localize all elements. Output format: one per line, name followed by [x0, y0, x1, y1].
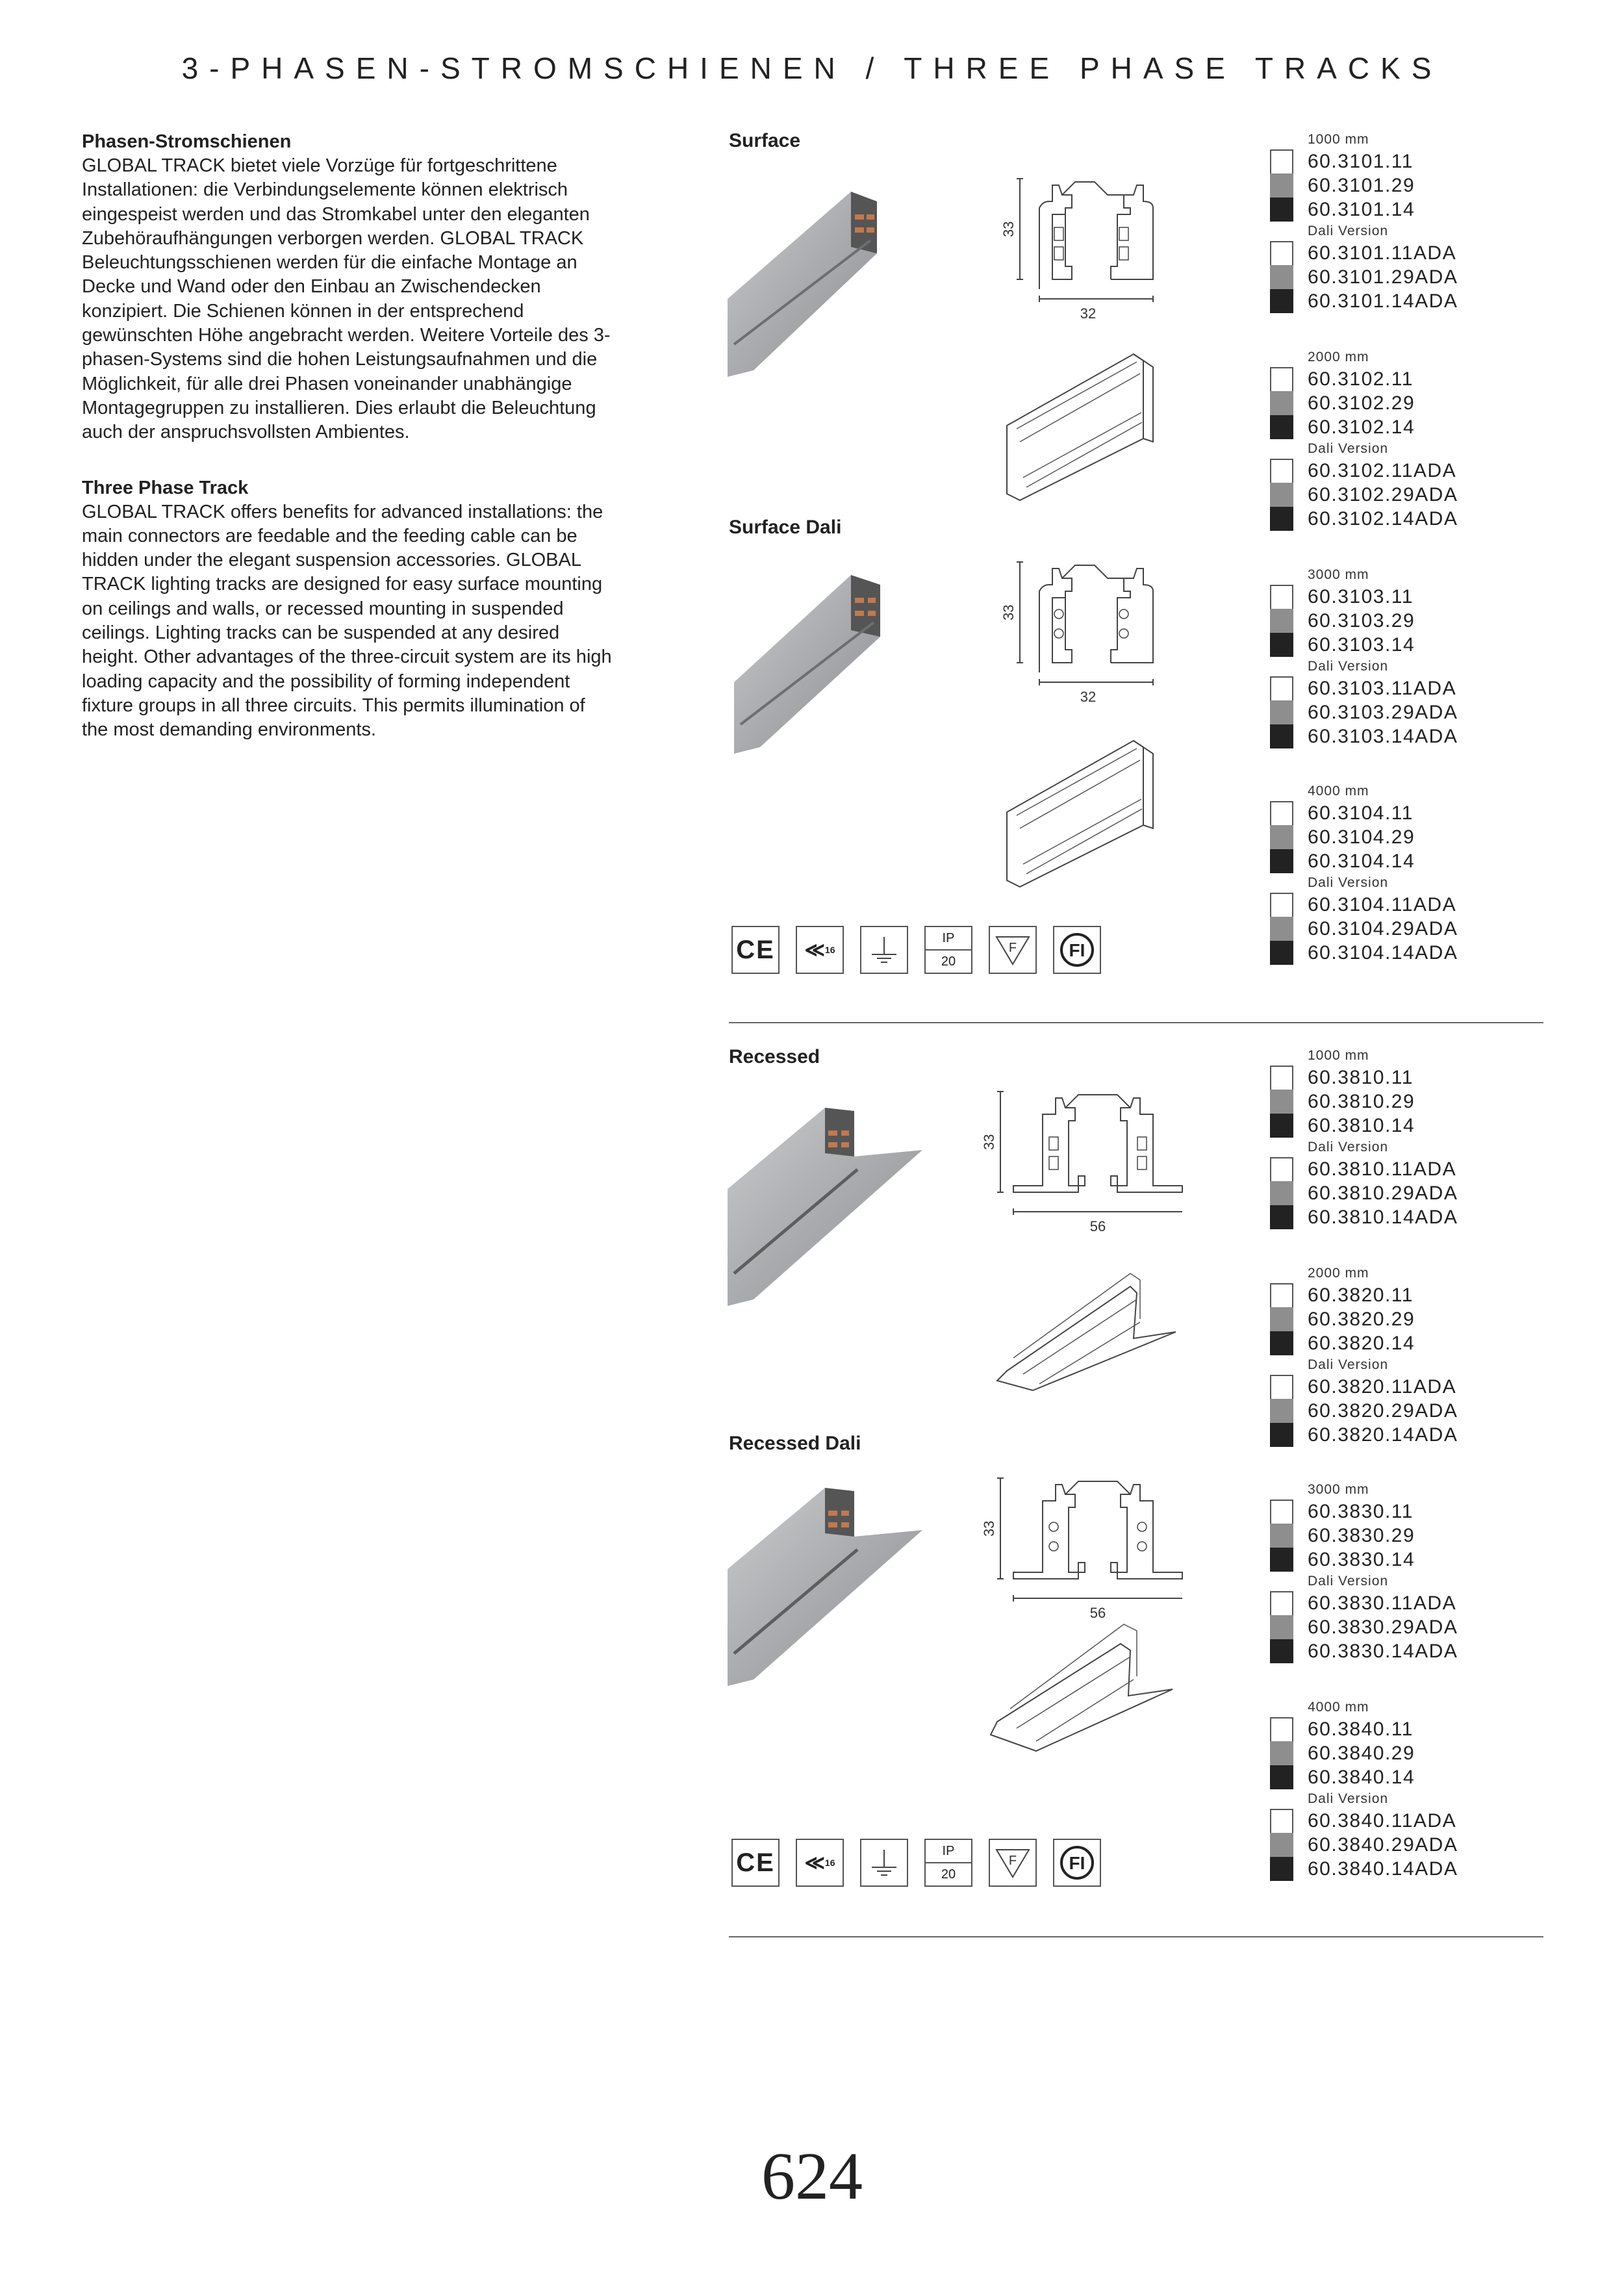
- product-code: 60.3104.11: [1308, 802, 1414, 824]
- length-label: 3000 mm: [1308, 567, 1369, 582]
- product-code-row: [1270, 1114, 1530, 1138]
- ip-rating-icon: [924, 1839, 972, 1887]
- product-code-row: [1270, 1307, 1530, 1331]
- product-code: 60.3104.14ADA: [1308, 941, 1458, 964]
- product-code-row: [1270, 1615, 1530, 1639]
- color-swatch-grey: [1270, 265, 1293, 289]
- product-code: 60.3103.29: [1308, 609, 1415, 632]
- product-code: 60.3104.29: [1308, 826, 1415, 848]
- color-swatch-black: [1270, 415, 1293, 439]
- product-code-row: [1270, 1591, 1530, 1615]
- product-code-row: [1270, 1548, 1530, 1572]
- color-swatch-white: [1270, 1717, 1293, 1741]
- surface-dali-isometric-drawing: [1004, 734, 1173, 890]
- product-code-row: [1270, 609, 1530, 633]
- product-code: 60.3810.11: [1308, 1066, 1414, 1088]
- certification-row-surface: [731, 926, 1101, 974]
- product-code: 60.3840.29: [1308, 1742, 1415, 1764]
- product-code-row: [1270, 289, 1530, 313]
- color-swatch-white: [1270, 1809, 1293, 1833]
- certification-row-recessed: [731, 1839, 1101, 1887]
- product-code-row: [1270, 1331, 1530, 1355]
- recessed-isometric-drawing: [994, 1260, 1182, 1397]
- product-code: 60.3840.14: [1308, 1766, 1415, 1788]
- product-code-row: [1270, 893, 1530, 917]
- product-code: 60.3810.14: [1308, 1114, 1415, 1136]
- product-code: 60.3103.11: [1308, 585, 1414, 607]
- product-code-row: [1270, 1833, 1530, 1857]
- length-label: 1000 mm: [1308, 1048, 1369, 1063]
- color-swatch-grey: [1270, 1307, 1293, 1331]
- length-group: [1270, 565, 1530, 748]
- color-swatch-grey: [1270, 1090, 1293, 1114]
- product-code: 60.3103.29ADA: [1308, 701, 1458, 723]
- length-group: [1270, 130, 1530, 313]
- product-code-row: [1270, 173, 1530, 198]
- product-code-row: [1270, 941, 1530, 965]
- fi-mark-circle-icon: [1053, 926, 1101, 974]
- section-label-recessed: Recessed: [729, 1046, 820, 1067]
- product-code: 60.3101.14: [1308, 198, 1415, 220]
- color-swatch-black: [1270, 1114, 1293, 1138]
- f-mark-triangle-icon: [989, 926, 1037, 974]
- product-code-row: [1270, 633, 1530, 657]
- product-code-row: [1270, 1500, 1530, 1524]
- ce-mark-icon: CE: [731, 926, 780, 974]
- product-code: 60.3102.14: [1308, 416, 1415, 438]
- product-code: 60.3101.29: [1308, 174, 1415, 196]
- color-swatch-white: [1270, 241, 1293, 265]
- surface-dali-profile-drawing: [994, 556, 1156, 705]
- length-group: [1270, 1698, 1530, 1881]
- product-code: 60.3820.14: [1308, 1332, 1415, 1354]
- f-mark-triangle-icon: [989, 1839, 1037, 1887]
- product-code: 60.3820.29: [1308, 1308, 1415, 1330]
- product-code-row: [1270, 149, 1530, 173]
- color-swatch-white: [1270, 1500, 1293, 1524]
- color-swatch-black: [1270, 507, 1293, 531]
- product-code: 60.3103.11ADA: [1308, 677, 1457, 699]
- product-code-row: [1270, 1181, 1530, 1205]
- color-swatch-black: [1270, 289, 1293, 313]
- ip-value: 20: [941, 1867, 956, 1882]
- product-code: 60.3102.11: [1308, 368, 1414, 390]
- color-swatch-white: [1270, 585, 1293, 609]
- color-swatch-white: [1270, 1283, 1293, 1307]
- product-code-row: [1270, 585, 1530, 609]
- product-code-row: [1270, 1157, 1530, 1181]
- product-code-row: [1270, 1090, 1530, 1114]
- product-code: 60.3830.14: [1308, 1548, 1415, 1570]
- product-code-row: [1270, 391, 1530, 415]
- dali-version-label: Dali Version: [1308, 875, 1389, 890]
- color-swatch-grey: [1270, 1741, 1293, 1765]
- recessed-dim-width: 56: [1089, 1218, 1106, 1234]
- product-code: 60.3830.11: [1308, 1500, 1414, 1522]
- length-group: [1270, 1046, 1530, 1229]
- ce-mark-icon: CE: [731, 1839, 780, 1887]
- page-number: 624: [761, 2139, 863, 2214]
- length-label: 1000 mm: [1308, 132, 1369, 147]
- color-swatch-grey: [1270, 483, 1293, 507]
- section-label-surface-dali: Surface Dali: [729, 517, 842, 538]
- product-code: 60.3810.14ADA: [1308, 1206, 1458, 1228]
- svg-text:FI: FI: [1069, 1853, 1085, 1873]
- product-code-row: [1270, 1283, 1530, 1307]
- product-code: 60.3840.29ADA: [1308, 1833, 1458, 1856]
- section-divider: [729, 1022, 1543, 1023]
- product-code-row: [1270, 1741, 1530, 1765]
- color-swatch-grey: [1270, 1399, 1293, 1423]
- product-code-row: [1270, 507, 1530, 531]
- product-code-row: [1270, 1765, 1530, 1789]
- section-divider: [729, 1936, 1543, 1937]
- recessed-dali-profile-drawing: [968, 1472, 1189, 1621]
- product-code-row: [1270, 1399, 1530, 1423]
- color-swatch-black: [1270, 849, 1293, 873]
- color-swatch-white: [1270, 893, 1293, 917]
- intro-german-body: GLOBAL TRACK bietet viele Vorzüge für fortgeschrittene Installationen: die Verbindungselemente können elektrisch eingespeist werden und das Stromkabel unter den eleganten Zubehöraufhängungen verborgen werden. GLOBAL TRACK Beleuchtungsschienen werden für die einfache Montage an Decke und Wand oder den Einbau an Zwischendecken konzipiert. Die Schienen können in der entsprechend gewünschten Höhe angebracht werden. Weitere Vorteile des 3-phasen-Systems sind die hohen Leistungsaufnahmen und die Möglichkeit, für alle drei Phasen voneinander unabhängige Montagegruppen zu installieren. Dies erlaubt die Beleuchtung auch der anspruchsvollsten Ambientes.: [82, 155, 611, 443]
- earth-ground-icon: [860, 1839, 908, 1887]
- recessed-dali-dim-height: 33: [981, 1520, 997, 1537]
- product-code-row: [1270, 1423, 1530, 1447]
- surface-dali-dim-width: 32: [1080, 689, 1097, 705]
- length-label: 4000 mm: [1308, 784, 1369, 798]
- product-code-row: [1270, 1809, 1530, 1833]
- product-code: 60.3820.11ADA: [1308, 1375, 1457, 1398]
- surface-dali-track-photo: [734, 565, 929, 760]
- color-swatch-black: [1270, 1205, 1293, 1229]
- dali-version-label: Dali Version: [1308, 1574, 1389, 1589]
- product-code-row: [1270, 825, 1530, 849]
- dali-version-label: Dali Version: [1308, 441, 1389, 456]
- product-code-row: [1270, 265, 1530, 289]
- product-code: 60.3810.11ADA: [1308, 1158, 1457, 1180]
- dali-version-label: Dali Version: [1308, 1791, 1389, 1806]
- svg-text:F: F: [1008, 941, 1017, 955]
- intro-text: [82, 130, 615, 743]
- product-code: 60.3820.11: [1308, 1284, 1414, 1306]
- color-swatch-grey: [1270, 1524, 1293, 1548]
- color-swatch-black: [1270, 1548, 1293, 1572]
- product-code-row: [1270, 1205, 1530, 1229]
- color-swatch-black: [1270, 1639, 1293, 1663]
- length-label: 4000 mm: [1308, 1700, 1369, 1715]
- product-code-row: [1270, 367, 1530, 391]
- product-code: 60.3830.14ADA: [1308, 1640, 1458, 1662]
- dali-version-label: Dali Version: [1308, 1140, 1389, 1155]
- color-swatch-grey: [1270, 825, 1293, 849]
- length-group: [1270, 782, 1530, 965]
- product-code: 60.3830.29: [1308, 1524, 1415, 1546]
- product-code: 60.3840.11: [1308, 1718, 1414, 1740]
- length-label: 3000 mm: [1308, 1482, 1369, 1497]
- color-swatch-white: [1270, 1591, 1293, 1615]
- ip-label: IP: [926, 1840, 971, 1863]
- product-code: 60.3840.11ADA: [1308, 1809, 1457, 1832]
- color-swatch-black: [1270, 941, 1293, 965]
- dali-version-label: Dali Version: [1308, 1357, 1389, 1372]
- product-code: 60.3810.29ADA: [1308, 1182, 1458, 1204]
- product-code: 60.3104.11ADA: [1308, 893, 1457, 915]
- length-group: [1270, 1480, 1530, 1663]
- color-swatch-grey: [1270, 917, 1293, 941]
- ip-label: IP: [926, 927, 971, 951]
- product-code-row: [1270, 1639, 1530, 1663]
- product-code-row: [1270, 849, 1530, 873]
- recessed-dali-track-photo: [728, 1472, 929, 1693]
- intro-german: [82, 130, 615, 445]
- surface-dim-height: 33: [1000, 221, 1017, 237]
- surface-isometric-drawing: [1004, 348, 1173, 504]
- color-swatch-white: [1270, 676, 1293, 700]
- product-code-row: [1270, 415, 1530, 439]
- surface-track-photo: [728, 182, 922, 396]
- enec-mark-icon: ≪ 16: [796, 926, 844, 974]
- color-swatch-grey: [1270, 1833, 1293, 1857]
- section-label-recessed-dali: Recessed Dali: [729, 1433, 861, 1454]
- product-code-row: [1270, 459, 1530, 483]
- color-swatch-white: [1270, 149, 1293, 173]
- length-group: [1270, 1264, 1530, 1447]
- svg-text:F: F: [1008, 1854, 1017, 1868]
- color-swatch-grey: [1270, 700, 1293, 724]
- section-label-surface: Surface: [729, 130, 801, 151]
- product-code-row: [1270, 241, 1530, 265]
- color-swatch-black: [1270, 633, 1293, 657]
- product-code: 60.3830.29ADA: [1308, 1616, 1458, 1638]
- product-code: 60.3101.11ADA: [1308, 242, 1457, 264]
- product-code-row: [1270, 801, 1530, 825]
- length-label: 2000 mm: [1308, 1266, 1369, 1281]
- recessed-track-photo: [728, 1092, 929, 1312]
- ip-rating-icon: [924, 926, 972, 974]
- product-code-row: [1270, 198, 1530, 222]
- product-code: 60.3102.11ADA: [1308, 459, 1457, 481]
- product-code: 60.3104.29ADA: [1308, 917, 1458, 939]
- product-code-row: [1270, 917, 1530, 941]
- color-swatch-grey: [1270, 173, 1293, 198]
- color-swatch-grey: [1270, 1615, 1293, 1639]
- surface-dim-width: 32: [1080, 305, 1097, 322]
- intro-german-heading: Phasen-Stromschienen: [82, 131, 292, 152]
- length-label: 2000 mm: [1308, 350, 1369, 364]
- product-code: 60.3102.29ADA: [1308, 483, 1458, 505]
- ip-value: 20: [941, 954, 956, 969]
- intro-english: [82, 476, 615, 743]
- product-code-row: [1270, 1857, 1530, 1881]
- color-swatch-grey: [1270, 391, 1293, 415]
- product-code: 60.3102.29: [1308, 392, 1415, 414]
- color-swatch-black: [1270, 724, 1293, 748]
- product-code: 60.3810.29: [1308, 1090, 1415, 1112]
- product-code: 60.3103.14: [1308, 633, 1415, 656]
- color-swatch-black: [1270, 198, 1293, 222]
- product-code-row: [1270, 700, 1530, 724]
- enec-mark-icon: ≪ 16: [796, 1839, 844, 1887]
- intro-english-body: GLOBAL TRACK offers benefits for advanced installations: the main connectors are feedable and the feeding cable can be hidden under the elegant suspension accessories. GLOBAL TRACK lighting tracks are designed for easy surface mounting on ceilings and walls, or recessed mounting in suspended ceilings. Lighting tracks can be suspended at any desired height. Other advantages of the three-circuit system are its high loading capacity and the possibility of forming independent fixture groups in all three circuits. This permits illumination of the most demanding environments.: [82, 501, 612, 741]
- product-code: 60.3820.29ADA: [1308, 1399, 1458, 1422]
- color-swatch-white: [1270, 801, 1293, 825]
- product-code-row: [1270, 1066, 1530, 1090]
- product-code: 60.3830.11ADA: [1308, 1592, 1457, 1614]
- surface-dali-dim-height: 33: [1000, 604, 1017, 620]
- product-code: 60.3840.14ADA: [1308, 1858, 1458, 1880]
- length-group: [1270, 348, 1530, 531]
- intro-english-heading: Three Phase Track: [82, 477, 249, 498]
- product-code-row: [1270, 483, 1530, 507]
- svg-text:FI: FI: [1069, 940, 1085, 960]
- color-swatch-grey: [1270, 1181, 1293, 1205]
- color-swatch-grey: [1270, 609, 1293, 633]
- color-swatch-black: [1270, 1857, 1293, 1881]
- recessed-profile-drawing: [968, 1085, 1189, 1234]
- color-swatch-white: [1270, 1066, 1293, 1090]
- recessed-dim-height: 33: [981, 1134, 997, 1150]
- recessed-dali-isometric-drawing: [984, 1605, 1186, 1761]
- color-swatch-black: [1270, 1765, 1293, 1789]
- product-code: 60.3101.14ADA: [1308, 290, 1458, 312]
- product-code: 60.3820.14ADA: [1308, 1424, 1458, 1446]
- product-code: 60.3101.11: [1308, 150, 1414, 172]
- product-code-row: [1270, 1375, 1530, 1399]
- product-code-row: [1270, 724, 1530, 748]
- dali-version-label: Dali Version: [1308, 224, 1389, 238]
- earth-ground-icon: [860, 926, 908, 974]
- product-code-row: [1270, 1524, 1530, 1548]
- product-code: 60.3102.14ADA: [1308, 507, 1458, 530]
- color-swatch-white: [1270, 367, 1293, 391]
- color-swatch-white: [1270, 1375, 1293, 1399]
- surface-profile-drawing: [994, 172, 1156, 322]
- recessed-dali-dim-width: 56: [1089, 1605, 1106, 1621]
- page-title: 3-PHASEN-STROMSCHIENEN / THREE PHASE TRACKS: [181, 51, 1443, 85]
- product-code: 60.3101.29ADA: [1308, 266, 1458, 288]
- color-swatch-black: [1270, 1331, 1293, 1355]
- product-code-row: [1270, 676, 1530, 700]
- color-swatch-white: [1270, 1157, 1293, 1181]
- dali-version-label: Dali Version: [1308, 659, 1389, 674]
- fi-mark-circle-icon: [1053, 1839, 1101, 1887]
- product-code: 60.3104.14: [1308, 850, 1415, 872]
- product-code-row: [1270, 1717, 1530, 1741]
- color-swatch-white: [1270, 459, 1293, 483]
- color-swatch-black: [1270, 1423, 1293, 1447]
- product-code: 60.3103.14ADA: [1308, 725, 1458, 747]
